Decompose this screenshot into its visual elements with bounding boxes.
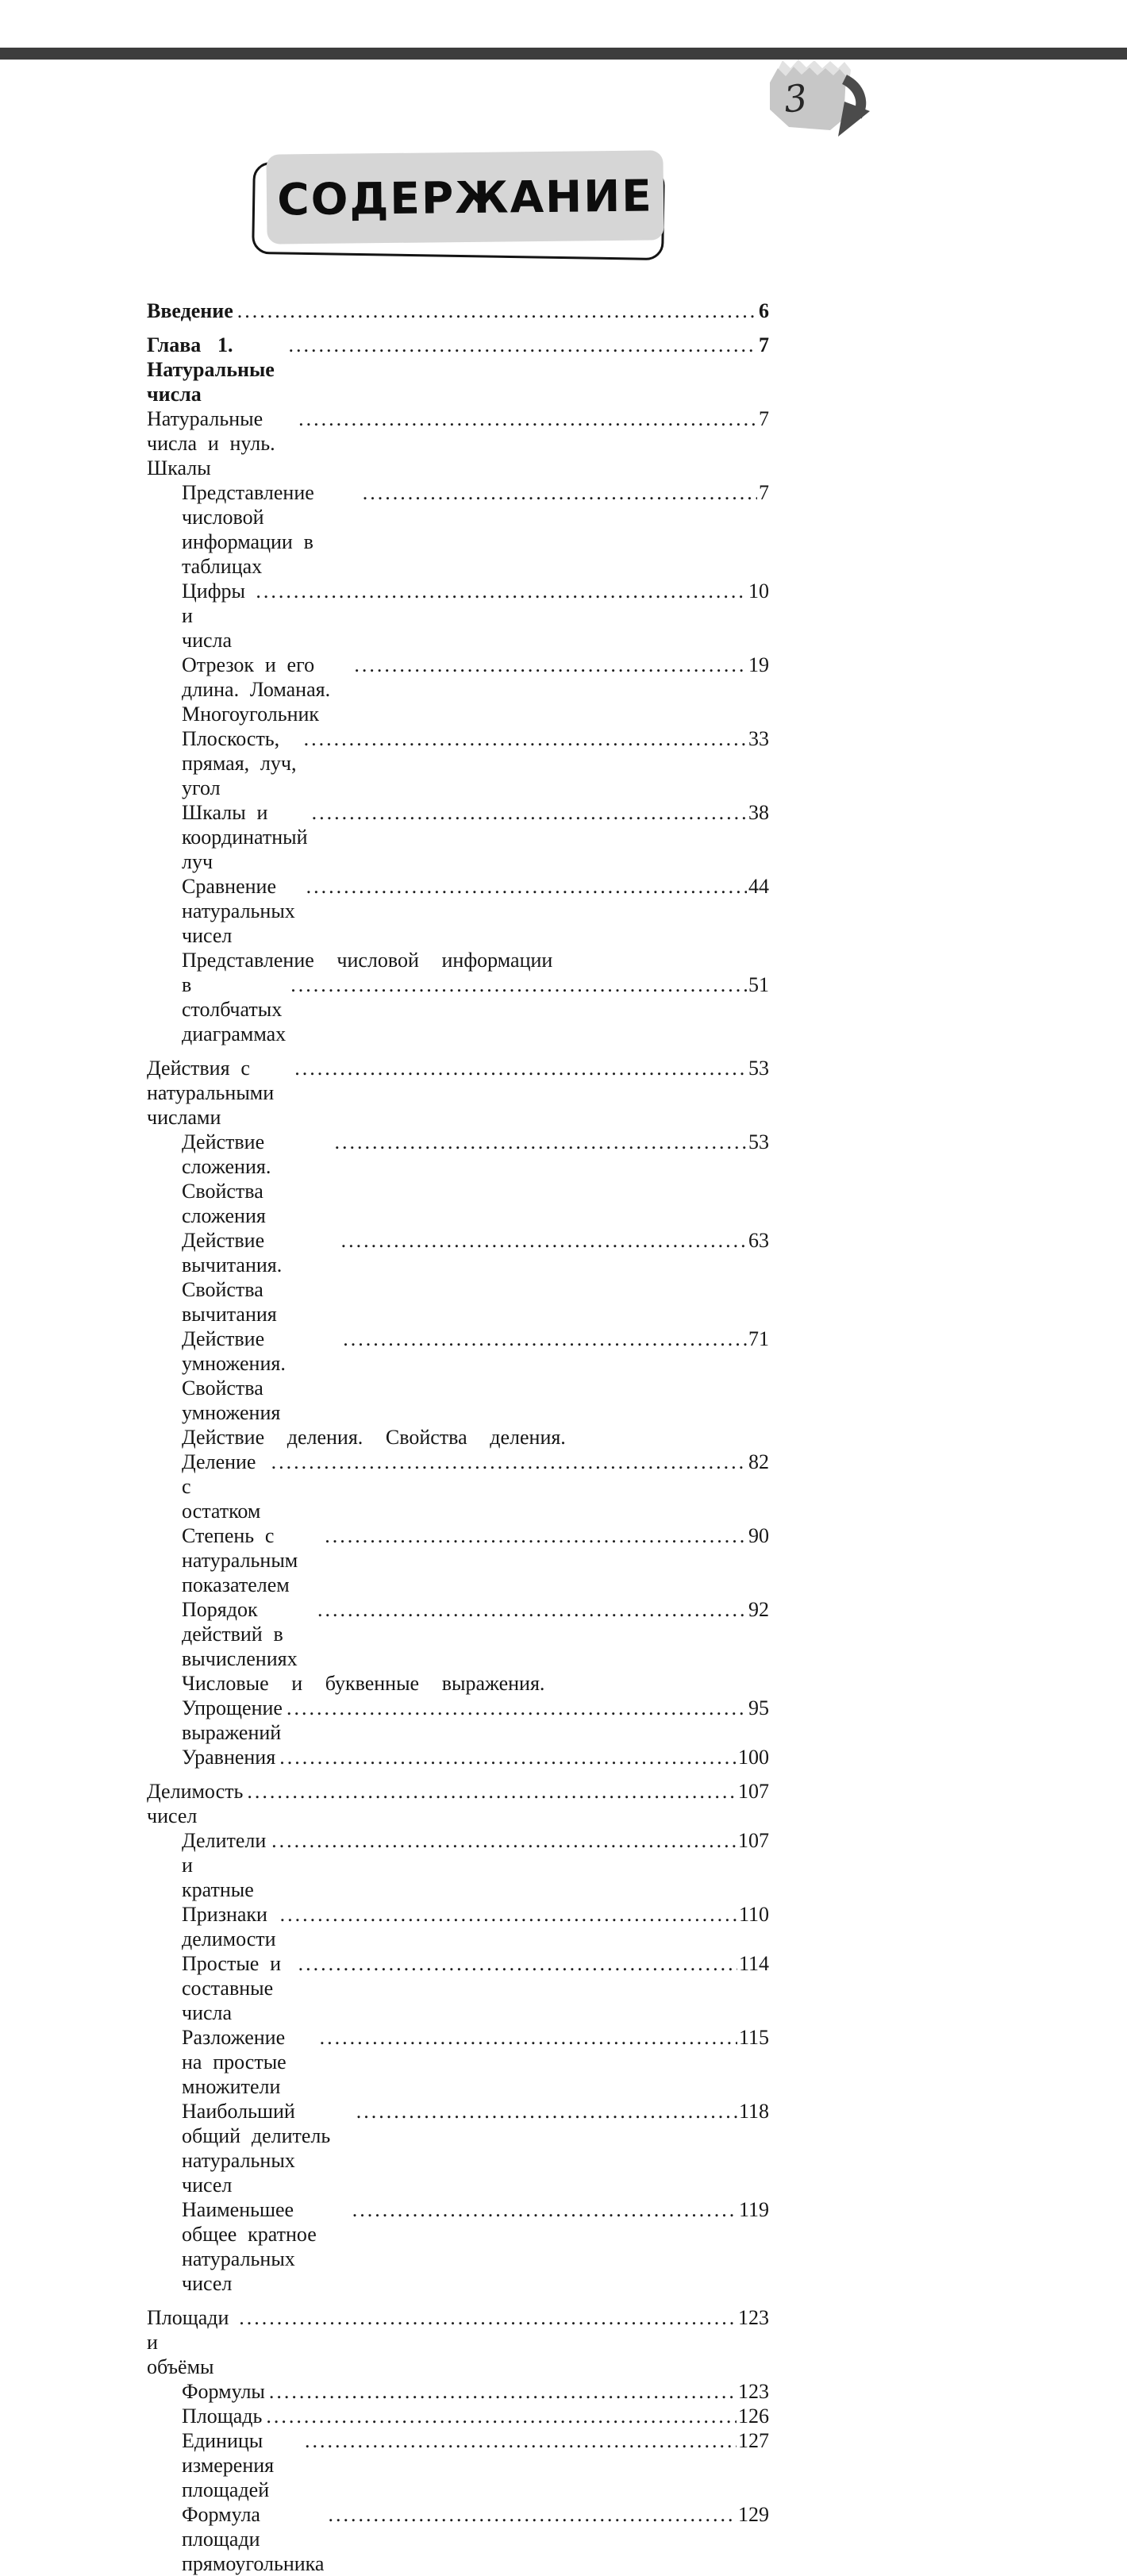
toc-entry-line [147, 1779, 769, 1828]
toc-entry-line [182, 2197, 769, 2296]
dot-leader [266, 2404, 737, 2428]
dot-leader [306, 874, 747, 899]
dot-leader [343, 1327, 747, 1351]
toc-entry-label: Простые и составные числа [182, 1952, 292, 2024]
dot-leader [352, 2197, 737, 2222]
toc-entry-label: Деление с остатком [182, 1450, 267, 1523]
toc-list [147, 298, 769, 2576]
toc-entry-page: 107 [738, 1829, 769, 1852]
toc-entry-label: Действие вычитания. Свойства вычитания [182, 1229, 294, 1326]
toc-entry-page: 115 [738, 2026, 769, 2049]
toc-entry-page: 6 [759, 299, 769, 322]
toc-entry-label: Наименьшее общее кратное натуральных чисел [182, 2198, 328, 2295]
toc-entry-line [182, 2404, 769, 2428]
dot-leader [298, 1951, 737, 1976]
toc-entry-line [182, 1327, 769, 1425]
toc-entry-label: Глава 1. Натуральные числа [147, 333, 291, 406]
toc-entry-line [182, 653, 769, 726]
toc-entry-line [182, 800, 769, 874]
toc-entry [147, 1425, 769, 1523]
toc-entry-line [182, 2099, 769, 2197]
toc-entry-page: 110 [738, 1903, 769, 1926]
dot-leader [269, 2379, 737, 2404]
toc-entry-page: 53 [748, 1130, 769, 1153]
toc-entry-line [182, 1228, 769, 1327]
toc-entry-page: 7 [759, 481, 769, 504]
toc-entry [147, 2197, 769, 2296]
toc-entry-line [182, 1671, 769, 1696]
toc-entry [147, 2502, 769, 2576]
toc-entry-page: 123 [738, 2380, 769, 2403]
toc-entry-line [182, 579, 769, 653]
toc-entry-line [182, 2025, 769, 2099]
dot-leader [279, 1745, 737, 1769]
toc-entry-line [182, 1523, 769, 1597]
toc-entry-page: 33 [748, 727, 769, 750]
toc-entry-line [182, 2502, 769, 2576]
dot-leader [280, 1902, 737, 1927]
toc-entry-label: Действия с натуральными числами [147, 1057, 285, 1129]
dot-leader [363, 480, 757, 505]
toc-entry-line [182, 1425, 769, 1450]
title-background [266, 150, 664, 244]
toc-entry-label: Представление числовой информации [182, 949, 553, 972]
toc-entry-line [182, 948, 769, 972]
toc-entry-label: Введение [147, 299, 233, 322]
toc-entry [147, 653, 769, 726]
toc-entry [147, 298, 769, 323]
toc-entry-line [182, 1696, 769, 1745]
dot-leader [304, 726, 747, 751]
toc-entry-page: 114 [738, 1952, 769, 1975]
toc-entry [147, 2099, 769, 2197]
toc-entry-label: Делимость чисел [147, 1780, 255, 1827]
toc-entry [147, 1951, 769, 2025]
toc-entry-page: 119 [738, 2198, 769, 2221]
toc-entry-label: Числовые и буквенные выражения. [182, 1672, 545, 1695]
toc-entry-label: Разложение на простые множители [182, 2026, 298, 2098]
toc-entry-line [147, 298, 769, 323]
dot-leader [287, 1696, 747, 1720]
toc-entry-label: Единицы измерения площадей [182, 2429, 285, 2501]
toc-entry-line [182, 874, 769, 948]
toc-entry [147, 1327, 769, 1425]
toc-entry-page: 71 [748, 1327, 769, 1350]
toc-entry-line [182, 2428, 769, 2502]
toc-entry-line [182, 726, 769, 800]
dot-leader [312, 800, 747, 825]
toc-entry [147, 2025, 769, 2099]
toc-entry-line [182, 2379, 769, 2404]
page-number: 3 [781, 75, 810, 121]
page-title: СОДЕРЖАНИЕ [276, 170, 654, 225]
toc-entry-page: 129 [738, 2503, 769, 2526]
toc-entry-label: Сравнение натуральных чисел [182, 875, 306, 947]
toc-entry [147, 948, 769, 1046]
toc-entry-page: 82 [748, 1450, 769, 1473]
toc-entry [147, 1779, 769, 1828]
toc-entry [147, 406, 769, 480]
dot-leader [325, 1523, 747, 1548]
toc-entry-page: 100 [738, 1746, 769, 1769]
toc-entry-label: Представление числовой информации в таблицах [182, 481, 325, 578]
toc-entry-label: Площадь [182, 2405, 263, 2428]
toc-entry-page: 126 [738, 2405, 769, 2428]
dot-leader [317, 1597, 747, 1622]
corner-graphic [754, 56, 881, 151]
toc-entry-page: 7 [759, 333, 769, 356]
toc-entry-page: 38 [748, 801, 769, 824]
toc-entry-page: 92 [748, 1598, 769, 1621]
toc-entry [147, 480, 769, 579]
toc-entry-line [182, 1902, 769, 1951]
toc-entry-label: Действие умножения. Свойства умножения [182, 1327, 297, 1424]
toc-entry-label: Наибольший общий делитель натуральных чисел [182, 2100, 342, 2197]
toc-entry [147, 726, 769, 800]
dot-leader [335, 1130, 747, 1154]
toc-entry [147, 1130, 769, 1228]
dot-leader [247, 1779, 737, 1804]
toc-entry-label: Действие сложения. Свойства сложения [182, 1130, 283, 1227]
toc-entry [147, 1523, 769, 1597]
toc-entry-line [182, 1951, 769, 2025]
toc-entry [147, 1828, 769, 1902]
toc-entry-label: Упрощение выражений [182, 1696, 294, 1744]
toc-entry [147, 333, 769, 406]
toc-entry [147, 579, 769, 653]
dot-leader [237, 298, 757, 323]
toc-entry-page: 53 [748, 1057, 769, 1080]
toc-entry-line [182, 480, 769, 579]
toc-entry-label: Действие деления. Свойства деления. [182, 1426, 566, 1449]
toc-entry-label: Уравнения [182, 1746, 276, 1769]
toc-entry [147, 1597, 769, 1671]
toc-entry [147, 1056, 769, 1130]
toc-entry-page: 123 [738, 2306, 769, 2329]
toc-entry [147, 1745, 769, 1769]
toc-entry [147, 2404, 769, 2428]
toc-title-box [267, 152, 664, 242]
toc-entry-label: Признаки делимости [182, 1903, 279, 1950]
dot-leader [305, 2428, 737, 2453]
toc-entry [147, 1671, 769, 1745]
toc-entry-page: 118 [738, 2100, 769, 2123]
toc-entry-line [182, 1450, 769, 1523]
toc-entry-line [182, 1597, 769, 1671]
dot-leader [289, 333, 757, 357]
toc-entry-label: Натуральные числа и нуль. Шкалы [147, 407, 287, 479]
dot-leader [256, 579, 747, 603]
toc-entry-label: Площади и объёмы [147, 2306, 240, 2378]
toc-entry-label: Цифры и числа [182, 580, 256, 652]
dot-leader [328, 2502, 737, 2527]
toc-entry-label: Формула площади прямоугольника [182, 2503, 325, 2575]
dot-leader [294, 1056, 747, 1080]
toc-entry-label: Отрезок и его длина. Ломаная. Многоугольник [182, 653, 341, 726]
toc-entry-line [182, 1130, 769, 1228]
toc-entry [147, 1902, 769, 1951]
toc-entry-page: 90 [748, 1524, 769, 1547]
toc-entry-line [147, 406, 769, 480]
toc-entry [147, 1228, 769, 1327]
dot-leader [298, 406, 757, 431]
top-rule [0, 48, 1127, 60]
toc-entry-line [182, 1745, 769, 1769]
dot-leader [239, 2305, 737, 2330]
toc-entry-line [182, 972, 769, 1046]
toc-entry-page: 63 [748, 1229, 769, 1252]
toc-entry-label: в столбчатых диаграммах [182, 973, 293, 1045]
dot-leader [341, 1228, 747, 1253]
toc-entry-line [182, 1828, 769, 1902]
dot-leader [290, 972, 747, 997]
toc-entry-page: 10 [748, 580, 769, 603]
toc-entry-label: Плоскость, прямая, луч, угол [182, 727, 308, 799]
dot-leader [271, 1450, 747, 1474]
toc-entry-line [147, 333, 769, 406]
toc-entry-line [147, 2305, 769, 2379]
toc-entry-label: Порядок действий в вычислениях [182, 1598, 298, 1670]
page-corner [754, 56, 881, 151]
toc-entry-line [147, 1056, 769, 1130]
toc-entry-page: 127 [738, 2429, 769, 2452]
toc-entry-label: Степень с натуральным показателем [182, 1524, 310, 1596]
toc-entry-page: 107 [738, 1780, 769, 1803]
toc-entry-label: Формулы [182, 2380, 265, 2403]
toc-entry [147, 2428, 769, 2502]
toc-entry-label: Делители и кратные [182, 1829, 278, 1901]
toc-entry [147, 2379, 769, 2404]
toc-entry-page: 95 [748, 1696, 769, 1719]
toc-entry [147, 800, 769, 874]
torn-paper-icon [770, 67, 846, 130]
toc-entry [147, 2305, 769, 2379]
toc-entry-label: Шкалы и координатный луч [182, 801, 319, 873]
toc-entry-page: 7 [759, 407, 769, 430]
toc-entry-page: 19 [748, 653, 769, 676]
dot-leader [320, 2025, 737, 2050]
toc-entry [147, 874, 769, 948]
dot-leader [356, 2099, 737, 2124]
dot-leader [354, 653, 747, 677]
dot-leader [271, 1828, 737, 1853]
toc-entry-page: 51 [748, 973, 769, 996]
toc-entry-page: 44 [748, 875, 769, 898]
